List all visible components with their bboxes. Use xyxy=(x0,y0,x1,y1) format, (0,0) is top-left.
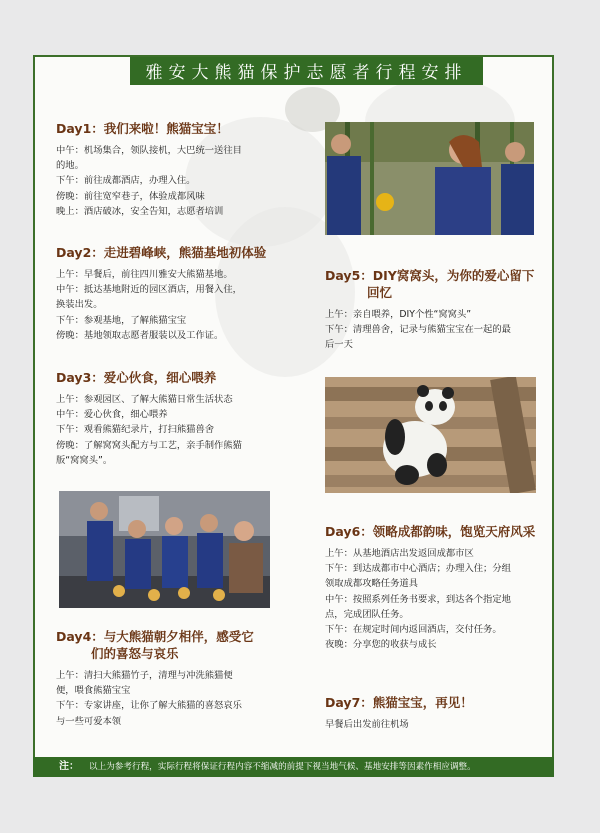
day3-title: Day3：爱心伙食，细心喂养 xyxy=(56,370,217,385)
day2-line: 上午：早餐后，前往四川雅安大熊猫基地。 xyxy=(56,269,233,280)
day2-line: 傍晚：基地领取志愿者服装以及工作证。 xyxy=(56,329,224,341)
day4-line: 与一些可爱本领 xyxy=(56,715,122,727)
day1-line: 中午：机场集合，领队接机，大巴统一送往目 xyxy=(56,145,242,156)
day2-section xyxy=(56,244,306,343)
day7-line: 早餐后出发前往机场 xyxy=(325,719,409,730)
itinerary-sheet xyxy=(33,55,554,777)
day4-line: 下午：专家讲座，让你了解大熊猫的喜怒哀乐 xyxy=(56,700,242,712)
day4-line: 便，喂食熊猫宝宝 xyxy=(56,685,131,697)
page-title: 雅安大熊猫保护志愿者行程安排 xyxy=(130,55,483,85)
day1-line: 晚上：酒店破冰，安全告知，志愿者培训 xyxy=(56,205,224,217)
day5-section xyxy=(325,267,550,353)
day2-line: 中午：抵达基地附近的园区酒店，用餐入住， xyxy=(56,284,242,296)
day1-line: 下午：前往成都酒店，办理入住。 xyxy=(56,175,196,187)
day5-line: 后一天 xyxy=(325,339,353,351)
day4-line: 上午：清扫大熊猫竹子，清理与冲洗熊猫便 xyxy=(56,670,233,681)
day3-line: 下午：观看熊猫纪录片，打扫熊猫兽舍 xyxy=(56,424,215,436)
day6-line: 上午：从基地酒店出发返回成都市区 xyxy=(325,548,474,559)
day4-title-line: 们的喜怒与哀乐 xyxy=(91,646,179,661)
day2-line: 下午：参观基地，了解熊猫宝宝 xyxy=(56,314,187,326)
day5-title xyxy=(325,267,550,301)
day6-line: 中午：按照系列任务书要求，到达各个指定地 xyxy=(325,593,511,605)
day3-line: 版“窝窝头”。 xyxy=(56,454,113,466)
day4-title xyxy=(56,628,306,662)
day6-line: 点，完成团队任务。 xyxy=(325,608,409,620)
day6-line: 下午：到达成都市中心酒店；办理入住；分组 xyxy=(325,563,511,575)
panda-photo xyxy=(325,377,536,493)
footer-text: 以上为参考行程，实际行程将保证行程内容不缩减的前提下视当地气候、基地安排等因素作相应调整。 xyxy=(89,762,476,772)
day3-section xyxy=(56,369,306,468)
day1-line: 傍晚：前往宽窄巷子，体验成都风味 xyxy=(56,190,205,202)
day3-line: 上午：参观园区、了解大熊猫日常生活状态 xyxy=(56,394,233,405)
day6-line: 领取成都攻略任务道具 xyxy=(325,578,418,590)
day1-section xyxy=(56,120,296,219)
day6-line: 下午：在规定时间内返回酒店，交付任务。 xyxy=(325,624,502,636)
day1-title: Day1：我们来啦！熊猫宝宝！ xyxy=(56,121,229,136)
day4-section xyxy=(56,628,306,729)
kitchen-photo xyxy=(59,491,270,608)
day6-line: 夜晚：分享您的收获与成长 xyxy=(325,639,437,651)
day7-title: Day7：熊猫宝宝，再见！ xyxy=(325,695,473,710)
day5-line: 下午：清理兽舍，记录与熊猫宝宝在一起的最 xyxy=(325,324,511,336)
day6-section xyxy=(325,523,550,652)
day2-title: Day2：走进碧峰峡，熊猫基地初体验 xyxy=(56,245,267,260)
day3-line: 中午：爱心伙食，细心喂养 xyxy=(56,409,168,421)
day6-title: Day6：领略成都韵味，饱览天府风采 xyxy=(325,524,536,539)
day5-line: 上午：亲自喂养，DIY个性“窝窝头” xyxy=(325,309,472,320)
volunteers-photo xyxy=(325,122,534,235)
day5-title-line: 回忆 xyxy=(367,285,393,300)
day7-section xyxy=(325,694,550,732)
footer-note xyxy=(33,757,554,777)
day5-title-line: Day5：DIY窝窝头，为你的爱心留下 xyxy=(325,268,535,283)
footer-label: 注： xyxy=(59,761,79,772)
day4-title-line: Day4：与大熊猫朝夕相伴，感受它 xyxy=(56,629,254,644)
day1-line: 的地。 xyxy=(56,160,84,172)
day2-line: 换装出发。 xyxy=(56,299,103,311)
day3-line: 傍晚：了解窝窝头配方与工艺，亲手制作熊猫 xyxy=(56,439,242,451)
